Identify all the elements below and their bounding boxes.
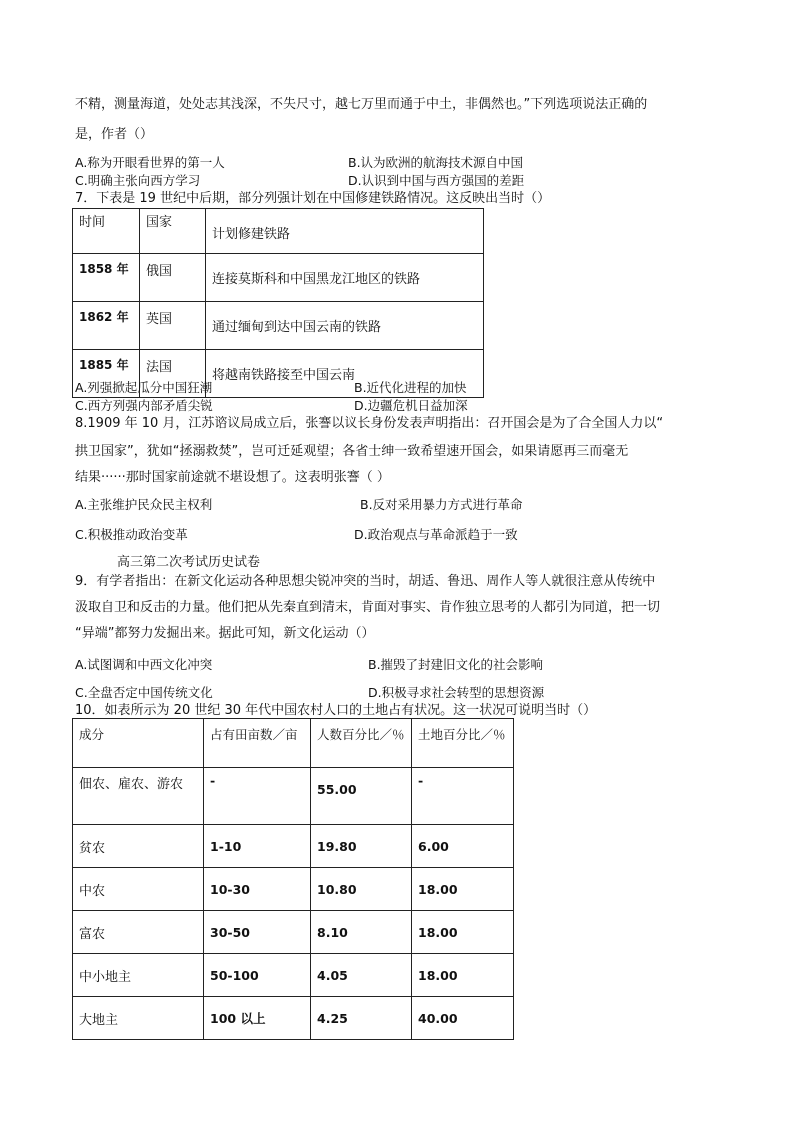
table-row <box>73 768 514 825</box>
q8-option-b: B.反对采用暴力方式进行革命 <box>360 497 523 512</box>
cell-population-percent: 4.05 <box>311 954 412 997</box>
q8-stem-line-3: 结果······那时国家前途就不堪设想了。这表明张謇（ ） <box>75 470 390 485</box>
header-railway: 计划修建铁路 <box>206 209 484 254</box>
q10-land-table <box>72 718 514 1040</box>
cell-acreage: 30-50 <box>204 911 311 954</box>
cell-country: 英国 <box>140 302 206 350</box>
cell-acreage: 50-100 <box>204 954 311 997</box>
cell-acreage: 1-10 <box>204 825 311 868</box>
cell-land-percent: 40.00 <box>412 997 514 1040</box>
cell-railway: 通过缅甸到达中国云南的铁路 <box>206 302 484 350</box>
q6-stem-line-2: 是，作者（） <box>75 127 154 142</box>
q9-option-a: A.试图调和中西文化冲突 <box>75 657 213 672</box>
cell-class: 中小地主 <box>73 954 204 997</box>
q7-option-a: A.列强掀起瓜分中国狂潮 <box>75 380 213 395</box>
q7-option-d: D.边疆危机日益加深 <box>354 398 468 413</box>
cell-class: 贫农 <box>73 825 204 868</box>
cell-land-percent: 6.00 <box>412 825 514 868</box>
cell-population-percent: 19.80 <box>311 825 412 868</box>
q6-option-c: C.明确主张向西方学习 <box>75 173 201 188</box>
q7-option-b: B.近代化进程的加快 <box>354 380 467 395</box>
header-land-percent: 土地百分比／％ <box>412 719 514 768</box>
table-row <box>73 868 514 911</box>
q9-stem-line-1: 9．有学者指出：在新文化运动各种思想尖锐冲突的当时，胡适、鲁迅、周作人等人就很注意从传统中 <box>75 574 656 589</box>
q9-option-d: D.积极寻求社会转型的思想资源 <box>368 685 545 700</box>
cell-land-percent: 18.00 <box>412 911 514 954</box>
q10-stem: 10．如表所示为 20 世纪 30 年代中国农村人口的土地占有状况。这一状况可说明当时（） <box>75 703 597 718</box>
q6-option-b: B.认为欧洲的航海技术源自中国 <box>348 155 524 170</box>
table-row <box>73 911 514 954</box>
table-row <box>73 825 514 868</box>
cell-land-percent: - <box>412 768 514 825</box>
table-row <box>73 997 514 1040</box>
cell-class: 中农 <box>73 868 204 911</box>
q9-stem-line-2: 汲取自卫和反击的力量。他们把从先秦直到清末，肯面对事实、肯作独立思考的人都引为同道，把一切 <box>75 600 661 615</box>
cell-class: 大地主 <box>73 997 204 1040</box>
q7-railway-table <box>72 208 484 398</box>
table-header-row <box>73 209 484 254</box>
q8-stem-line-1: 8.1909 年 10 月，江苏谘议局成立后，张謇以议长身份发表声明指出：召开国会是为了合全国人力以“ <box>75 416 664 431</box>
cell-railway: 连接莫斯科和中国黑龙江地区的铁路 <box>206 254 484 302</box>
cell-acreage: 100 以上 <box>204 997 311 1040</box>
cell-country: 法国 <box>140 350 206 398</box>
header-population-percent: 人数百分比／％ <box>311 719 412 768</box>
table-row <box>73 254 484 302</box>
q9-option-b: B.摧毁了封建旧文化的社会影响 <box>368 657 544 672</box>
cell-population-percent: 10.80 <box>311 868 412 911</box>
cell-class: 富农 <box>73 911 204 954</box>
cell-acreage: - <box>204 768 311 825</box>
q7-stem: 7．下表是 19 世纪中后期，部分列强计划在中国修建铁路情况。这反映出当时（） <box>75 191 551 206</box>
q6-stem-line-1: 不精，测量海道，处处志其浅深，不失尺寸，越七万里而通于中土，非偶然也。”下列选项说法正确的 <box>75 97 648 112</box>
table-row <box>73 302 484 350</box>
header-time: 时间 <box>73 209 140 254</box>
q6-option-d: D.认识到中国与西方强国的差距 <box>348 173 525 188</box>
cell-class: 佃农、雇农、游农 <box>73 768 204 825</box>
cell-population-percent: 8.10 <box>311 911 412 954</box>
q8-option-c: C.积极推动政治变革 <box>75 527 188 542</box>
header-country: 国家 <box>140 209 206 254</box>
q8-stem-line-2: 拱卫国家”，犹如“拯溺救焚”，岂可迁延观望；各省士绅一致希望速开国会，如果请愿再三而毫无 <box>75 444 629 459</box>
cell-population-percent: 4.25 <box>311 997 412 1040</box>
cell-country: 俄国 <box>140 254 206 302</box>
exam-title: 高三第二次考试历史试卷 <box>117 555 261 570</box>
cell-population-percent: 55.00 <box>311 768 412 825</box>
table-row <box>73 954 514 997</box>
q9-option-c: C.全盘否定中国传统文化 <box>75 685 213 700</box>
cell-year: 1858 年 <box>73 254 140 302</box>
q8-option-d: D.政治观点与革命派趋于一致 <box>354 527 518 542</box>
cell-railway: 将越南铁路接至中国云南 <box>206 350 484 398</box>
table-header-row <box>73 719 514 768</box>
q8-option-a: A.主张维护民众民主权利 <box>75 497 213 512</box>
q6-option-a: A.称为开眼看世界的第一人 <box>75 155 225 170</box>
header-acreage: 占有田亩数／亩 <box>204 719 311 768</box>
cell-land-percent: 18.00 <box>412 868 514 911</box>
header-class: 成分 <box>73 719 204 768</box>
cell-year: 1862 年 <box>73 302 140 350</box>
cell-year: 1885 年 <box>73 350 140 398</box>
cell-land-percent: 18.00 <box>412 954 514 997</box>
cell-acreage: 10-30 <box>204 868 311 911</box>
q7-option-c: C.西方列强内部矛盾尖锐 <box>75 398 213 413</box>
q9-stem-line-3: “异端”都努力发掘出来。据此可知，新文化运动（） <box>75 626 375 641</box>
